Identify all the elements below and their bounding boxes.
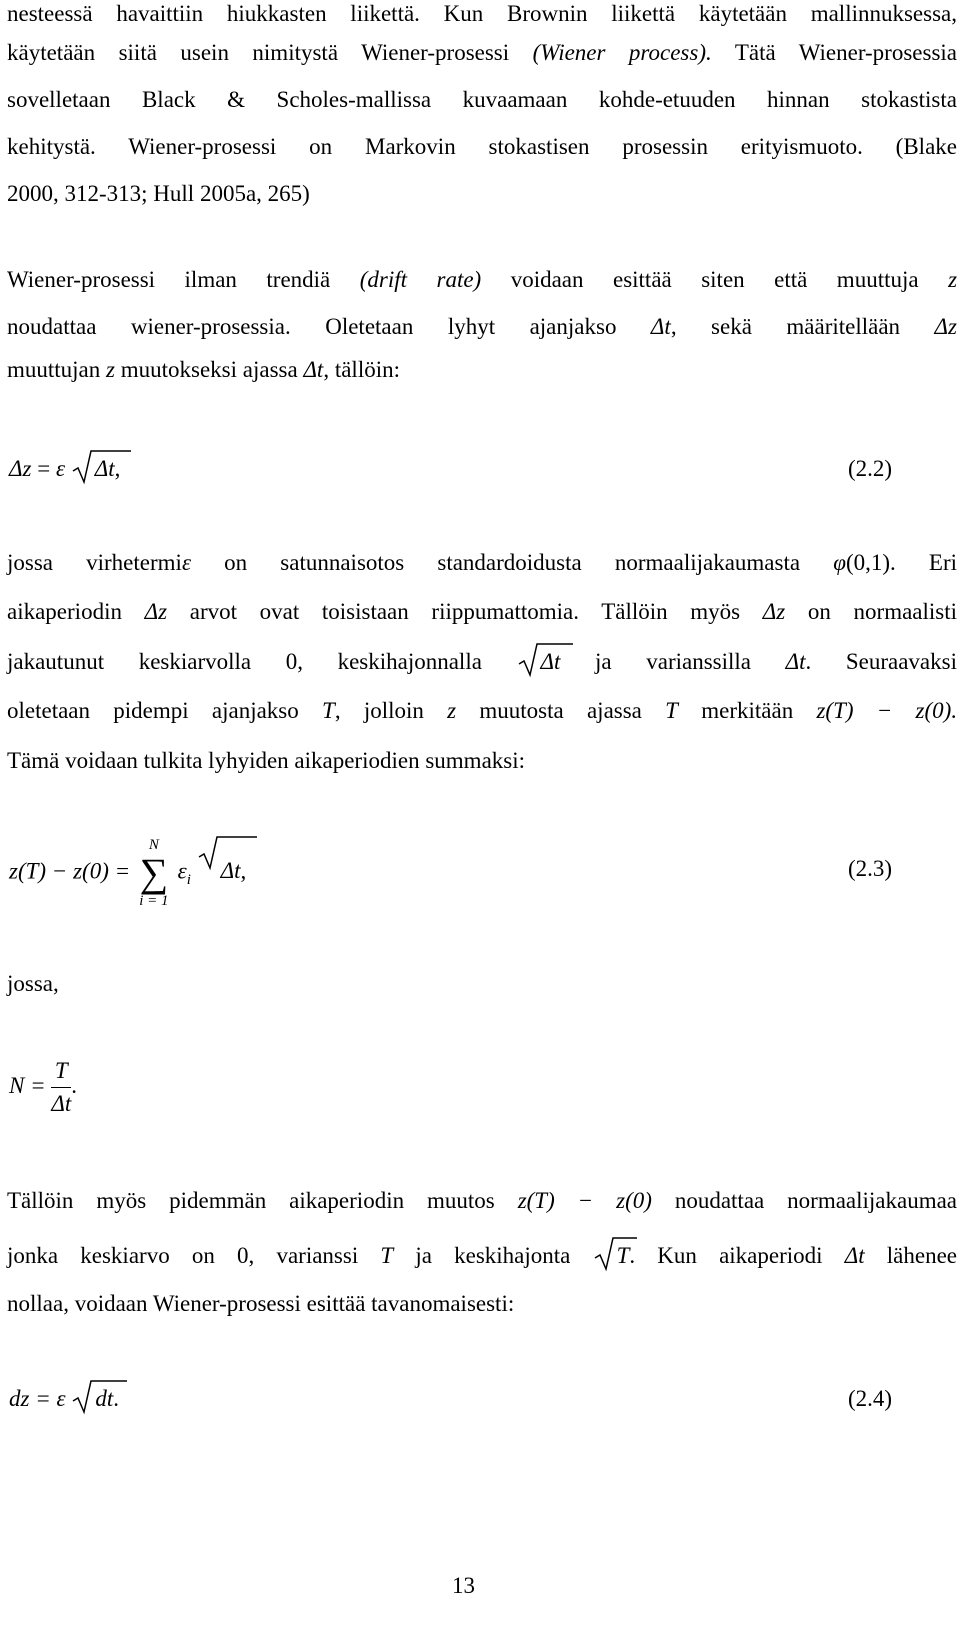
equation-number-2-2: (2.2) [848, 456, 893, 481]
sqrt-symbol: Δt [517, 648, 561, 676]
equation-2-2: Δz = ε Δt, [9, 455, 120, 483]
equation-N: N = $\frac{T}{\Delta t}$ . [9, 1054, 77, 1120]
para1-line4: kehitystä. Wiener-prosessi on Markovin stokastisen prosessin erityismuoto. (Blake [7, 134, 957, 159]
fraction: $\frac{T}{\Delta t}$ [51, 1055, 71, 1120]
jossa-text: jossa, [7, 971, 59, 996]
para3-line2: aikaperiodin Δz arvot ovat toisistaan riippumattomia. Tällöin myös Δz on normaalisti [7, 599, 958, 624]
para3-line4: oletetaan pidempi ajanjakso T, jolloin z muutosta ajassa T merkitään z(T) − z(0). [7, 698, 958, 723]
para1-line2: käytetään siitä usein nimitystä Wiener-prosessi (Wiener process). Tätä Wiener-prosessia [7, 40, 957, 65]
para3-line1: jossa virhetermiε on satunnaisotos standardoidusta normaalijakaumasta φ(0,1). Eri [7, 550, 958, 575]
page-number: 13 [452, 1573, 475, 1598]
sqrt-symbol: Δt [197, 841, 241, 901]
sqrt-symbol: T [593, 1242, 630, 1270]
para1-line1: nesteessä havaittiin hiukkasten liikettä. Kun Brownin liikettä käytetään mallinnuksessa, [7, 1, 957, 26]
para3-line5: Tämä voidaan tulkita lyhyiden aikaperiodien summaksi: [7, 748, 526, 773]
equation-2-4: dz = ε dt. [9, 1385, 119, 1413]
para2-line1: Wiener-prosessi ilman trendiä (drift rate) voidaan esittää siten että muuttuja z [7, 267, 958, 292]
para1-line3: sovelletaan Black & Scholes-mallissa kuvaamaan kohde-etuuden hinnan stokastista [7, 87, 957, 112]
para2-line3: muuttujan z muutokseksi ajassa Δt, tällöin: [7, 357, 400, 382]
para2-line2: noudattaa wiener-prosessia. Oletetaan lyhyt ajanjakso Δt, sekä määritellään Δz [7, 314, 957, 339]
para4-line2: jonka keskiarvo on 0, varianssi T ja keskihajonta T. Kun aikaperiodi Δt lähenee [7, 1242, 957, 1270]
para4-line3: nollaa, voidaan Wiener-prosessi esittää tavanomaisesti: [7, 1291, 515, 1316]
equation-number-2-4: (2.4) [848, 1386, 893, 1411]
summation-symbol: N ∑ i = 1 [139, 837, 169, 909]
equation-2-3: z(T) − z(0) = N ∑ i = 1 $\varepsilon_i$ Δt, [9, 837, 246, 910]
para3-line3: jakautunut keskiarvolla 0, keskihajonnalla Δt ja varianssilla Δt. Seuraavaksi [7, 648, 957, 676]
sqrt-symbol: Δt [71, 455, 115, 483]
equation-number-2-3: (2.3) [848, 856, 893, 881]
sqrt-symbol: dt [71, 1385, 113, 1413]
para4-line1: Tällöin myös pidemmän aikaperiodin muutos z(T) − z(0) noudattaa normaalijakaumaa [7, 1188, 958, 1213]
para1-line5: 2000, 312-313; Hull 2005a, 265) [7, 181, 310, 206]
